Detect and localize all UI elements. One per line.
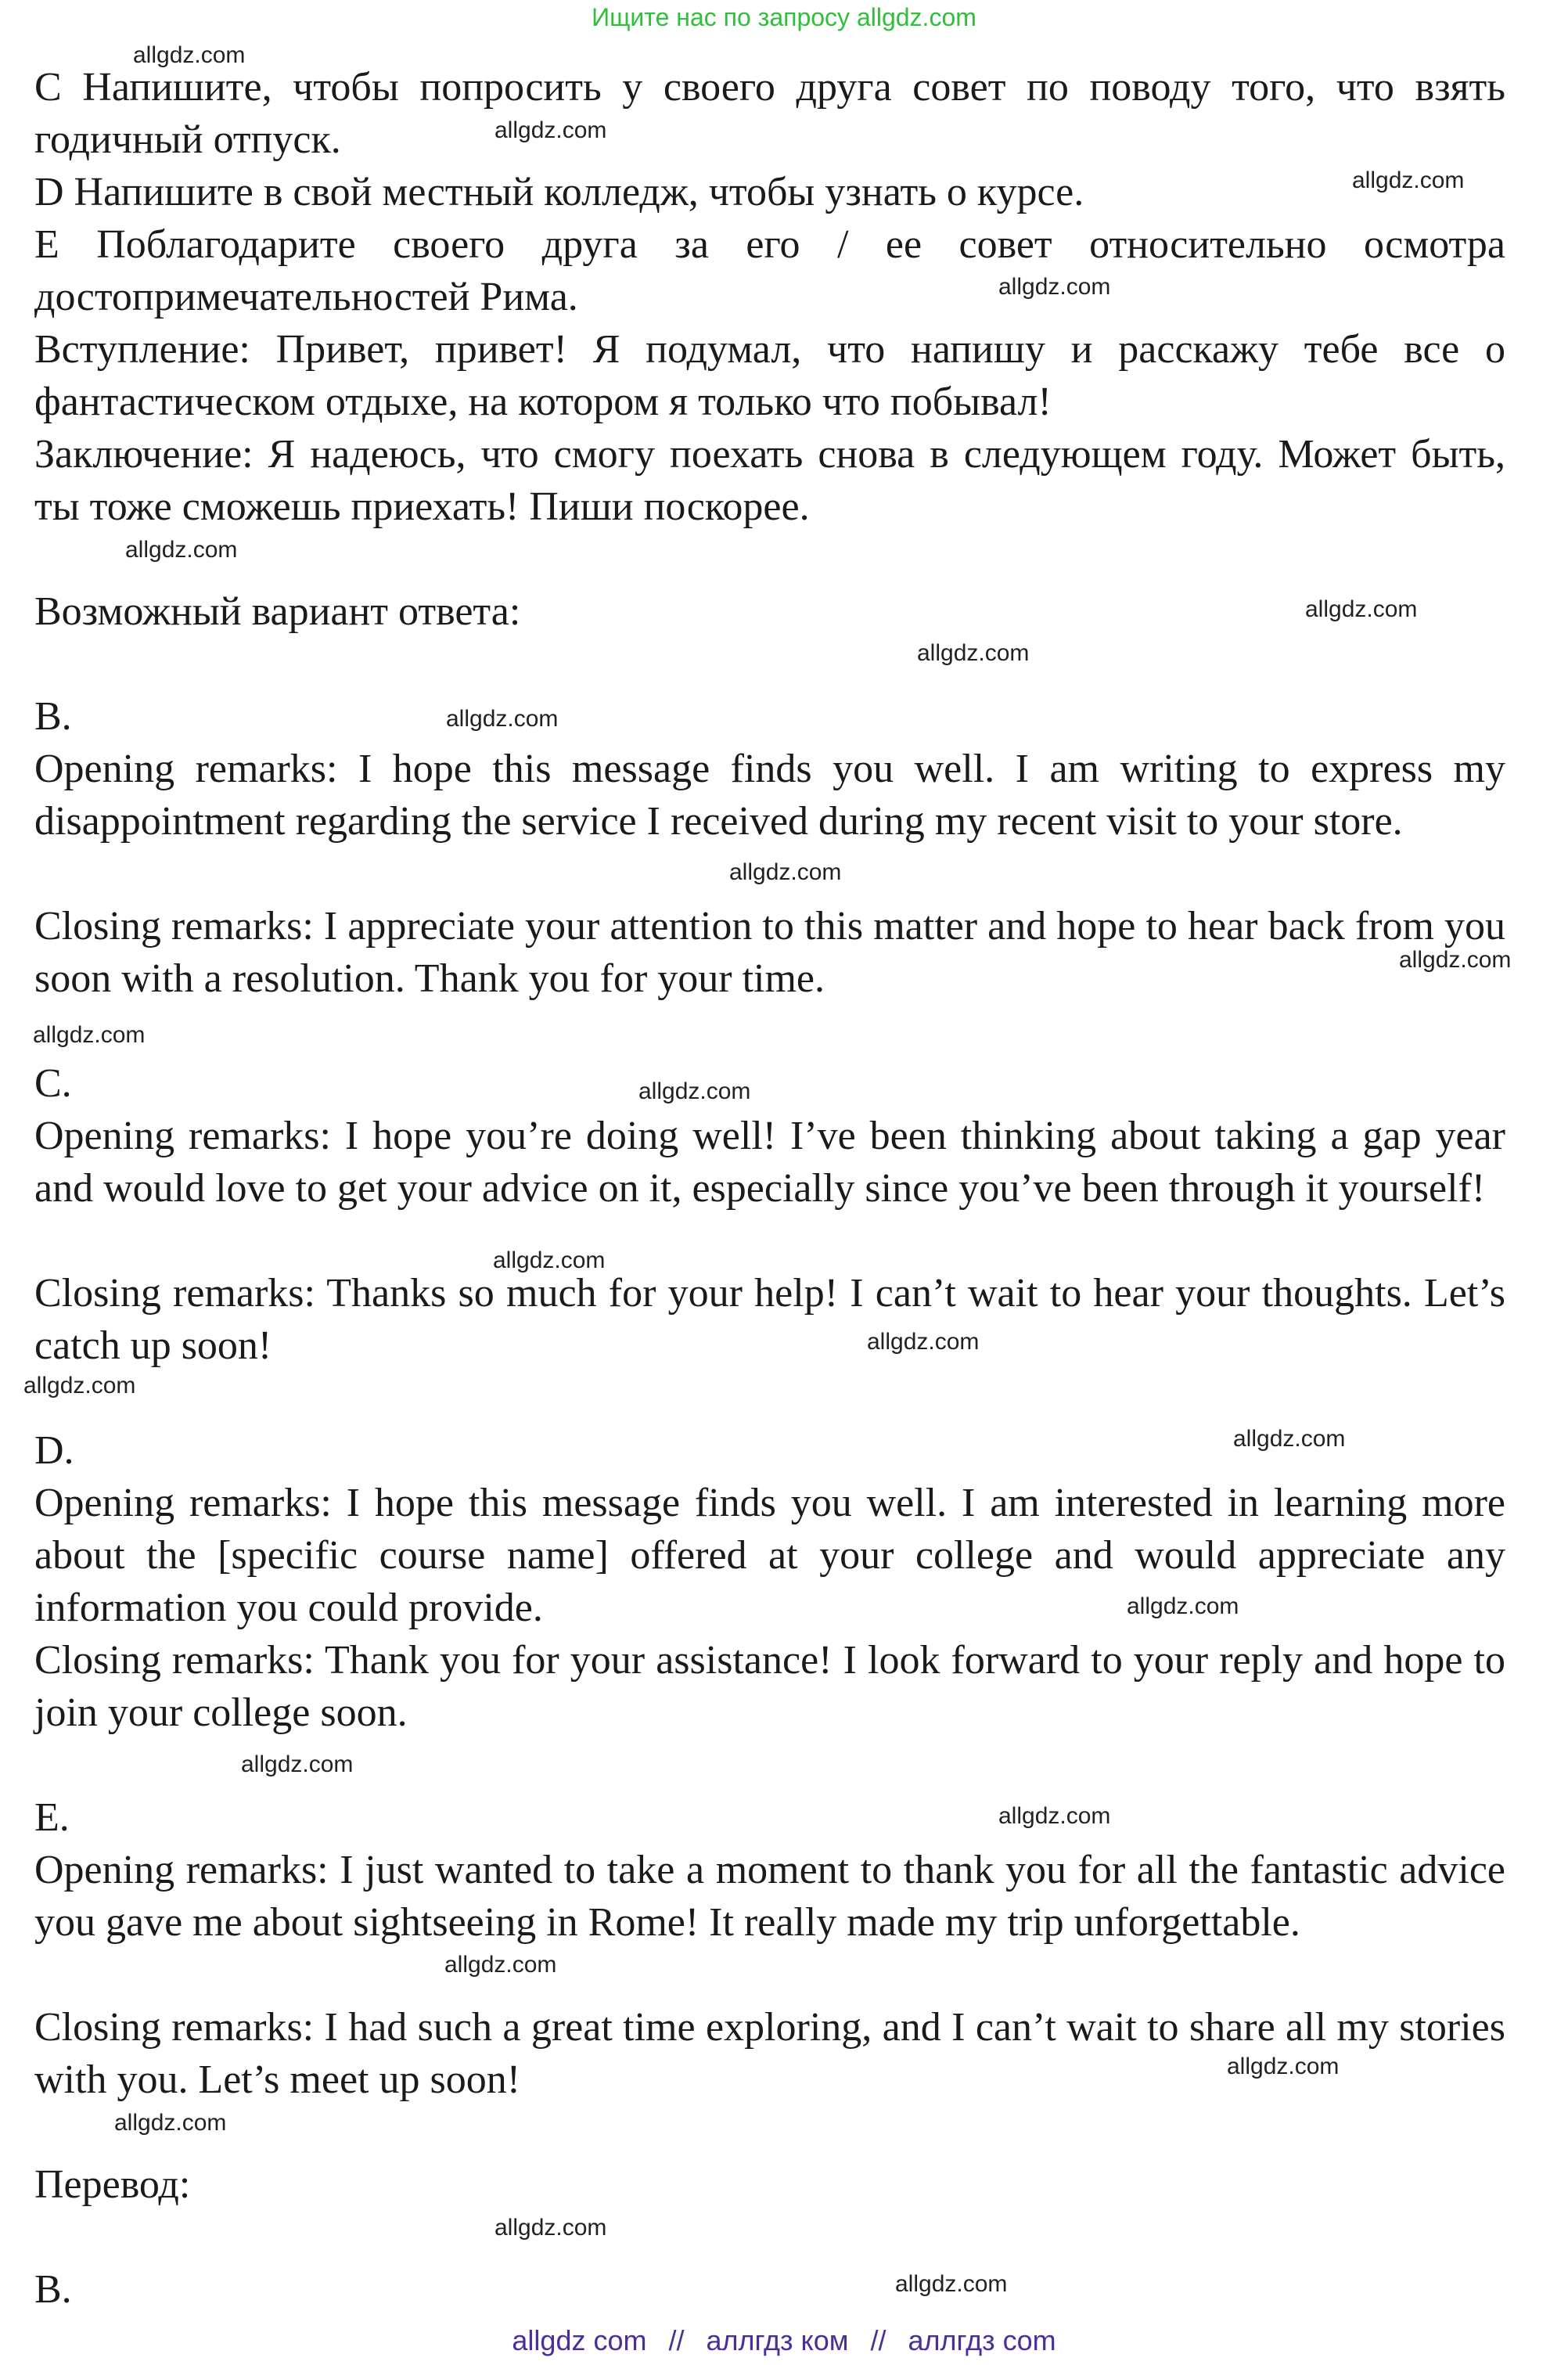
- possible-answer-heading: Возможный вариант ответа:: [34, 589, 521, 634]
- footer-separator: //: [668, 2324, 685, 2356]
- footer-link-allgdz-ru[interactable]: аллгдз ком: [706, 2324, 849, 2356]
- intro-paragraph: Вступление: Привет, привет! Я подумал, что напишу и расскажу тебе все о фантастическом отдыхе, на котором я только что побывал!: [34, 327, 1505, 424]
- answer-c-closing: Closing remarks: Thanks so much for your help! I can’t wait to hear your thoughts. Let’s catch up soon!: [34, 1271, 1505, 1368]
- answer-c-opening: Opening remarks: I hope you’re doing well! I’ve been thinking about taking a gap year and would love to get your advice on it, especially since you’ve been through it yourself!: [34, 1114, 1505, 1211]
- watermark: allgdz.com: [23, 1373, 136, 1398]
- footer-link-allgdz[interactable]: allgdz com: [512, 2324, 647, 2356]
- conclusion-paragraph: Заключение: Я надеюсь, что смогу поехать снова в следующем году. Может быть, ты тоже сможешь приехать! Пиши поскорее.: [34, 432, 1505, 529]
- watermark: allgdz.com: [1399, 947, 1512, 973]
- watermark: allgdz.com: [729, 859, 842, 885]
- answer-e-label: E.: [34, 1795, 70, 1840]
- footer-link-allgdz-mixed[interactable]: аллгдз com: [908, 2324, 1056, 2356]
- watermark: allgdz.com: [1305, 596, 1418, 622]
- watermark: allgdz.com: [241, 1751, 354, 1777]
- watermark: allgdz.com: [998, 274, 1111, 300]
- answer-e-closing: Closing remarks: I had such a great time exploring, and I can’t wait to share all my stories with you. Let’s meet up soon!: [34, 2005, 1505, 2102]
- top-banner[interactable]: Ищите нас по запросу allgdz.com: [592, 3, 976, 31]
- task-c-paragraph: C Напишите, чтобы попросить у своего друга совет по поводу того, что взять годичный отпуск.: [34, 65, 1505, 162]
- translation-b-label: B.: [34, 2267, 72, 2312]
- translation-heading: Перевод:: [34, 2162, 191, 2207]
- watermark: allgdz.com: [114, 2110, 227, 2136]
- answer-b-closing: Closing remarks: I appreciate your attention to this matter and hope to hear back from you soon with a resolution. Thank you for your time.: [34, 904, 1505, 1001]
- task-e-paragraph: E Поблагодарите своего друга за его / ее совет относительно осмотра достопримечательностей Рима.: [34, 222, 1505, 319]
- watermark: allgdz.com: [1227, 2054, 1340, 2079]
- answer-d-opening: Opening remarks: I hope this message finds you well. I am interested in learning more about the [specific course name] offered at your college and would appreciate any information you could provide.: [34, 1481, 1505, 1630]
- answer-d-closing: Closing remarks: Thank you for your assistance! I look forward to your reply and hope to join your college soon.: [34, 1638, 1505, 1735]
- watermark: allgdz.com: [494, 117, 607, 143]
- footer-links: [0, 2324, 1568, 2357]
- task-d-paragraph: D Напишите в свой местный колледж, чтобы узнать о курсе.: [34, 170, 1084, 214]
- watermark: allgdz.com: [125, 537, 238, 563]
- watermark: allgdz.com: [867, 1329, 980, 1355]
- watermark: allgdz.com: [133, 42, 246, 68]
- watermark: allgdz.com: [1127, 1593, 1239, 1619]
- watermark: allgdz.com: [895, 2271, 1008, 2297]
- watermark: allgdz.com: [638, 1078, 751, 1104]
- watermark: allgdz.com: [998, 1803, 1111, 1829]
- watermark: allgdz.com: [1233, 1426, 1346, 1452]
- answer-e-opening: Opening remarks: I just wanted to take a moment to thank you for all the fantastic advice you gave me about sightseeing in Rome! It really made my trip unforgettable.: [34, 1848, 1505, 1945]
- watermark: allgdz.com: [33, 1022, 146, 1048]
- watermark: allgdz.com: [494, 2215, 607, 2241]
- watermark: allgdz.com: [1352, 167, 1465, 193]
- footer-separator: //: [870, 2324, 886, 2356]
- watermark: allgdz.com: [446, 706, 559, 732]
- watermark: allgdz.com: [493, 1247, 606, 1273]
- answer-b-label: B.: [34, 694, 72, 739]
- watermark: allgdz.com: [444, 1952, 557, 1978]
- answer-b-opening: Opening remarks: I hope this message finds you well. I am writing to express my disappointment regarding the service I received during my recent visit to your store.: [34, 747, 1505, 844]
- answer-d-label: D.: [34, 1428, 74, 1473]
- watermark: allgdz.com: [917, 640, 1030, 666]
- answer-c-label: C.: [34, 1061, 72, 1106]
